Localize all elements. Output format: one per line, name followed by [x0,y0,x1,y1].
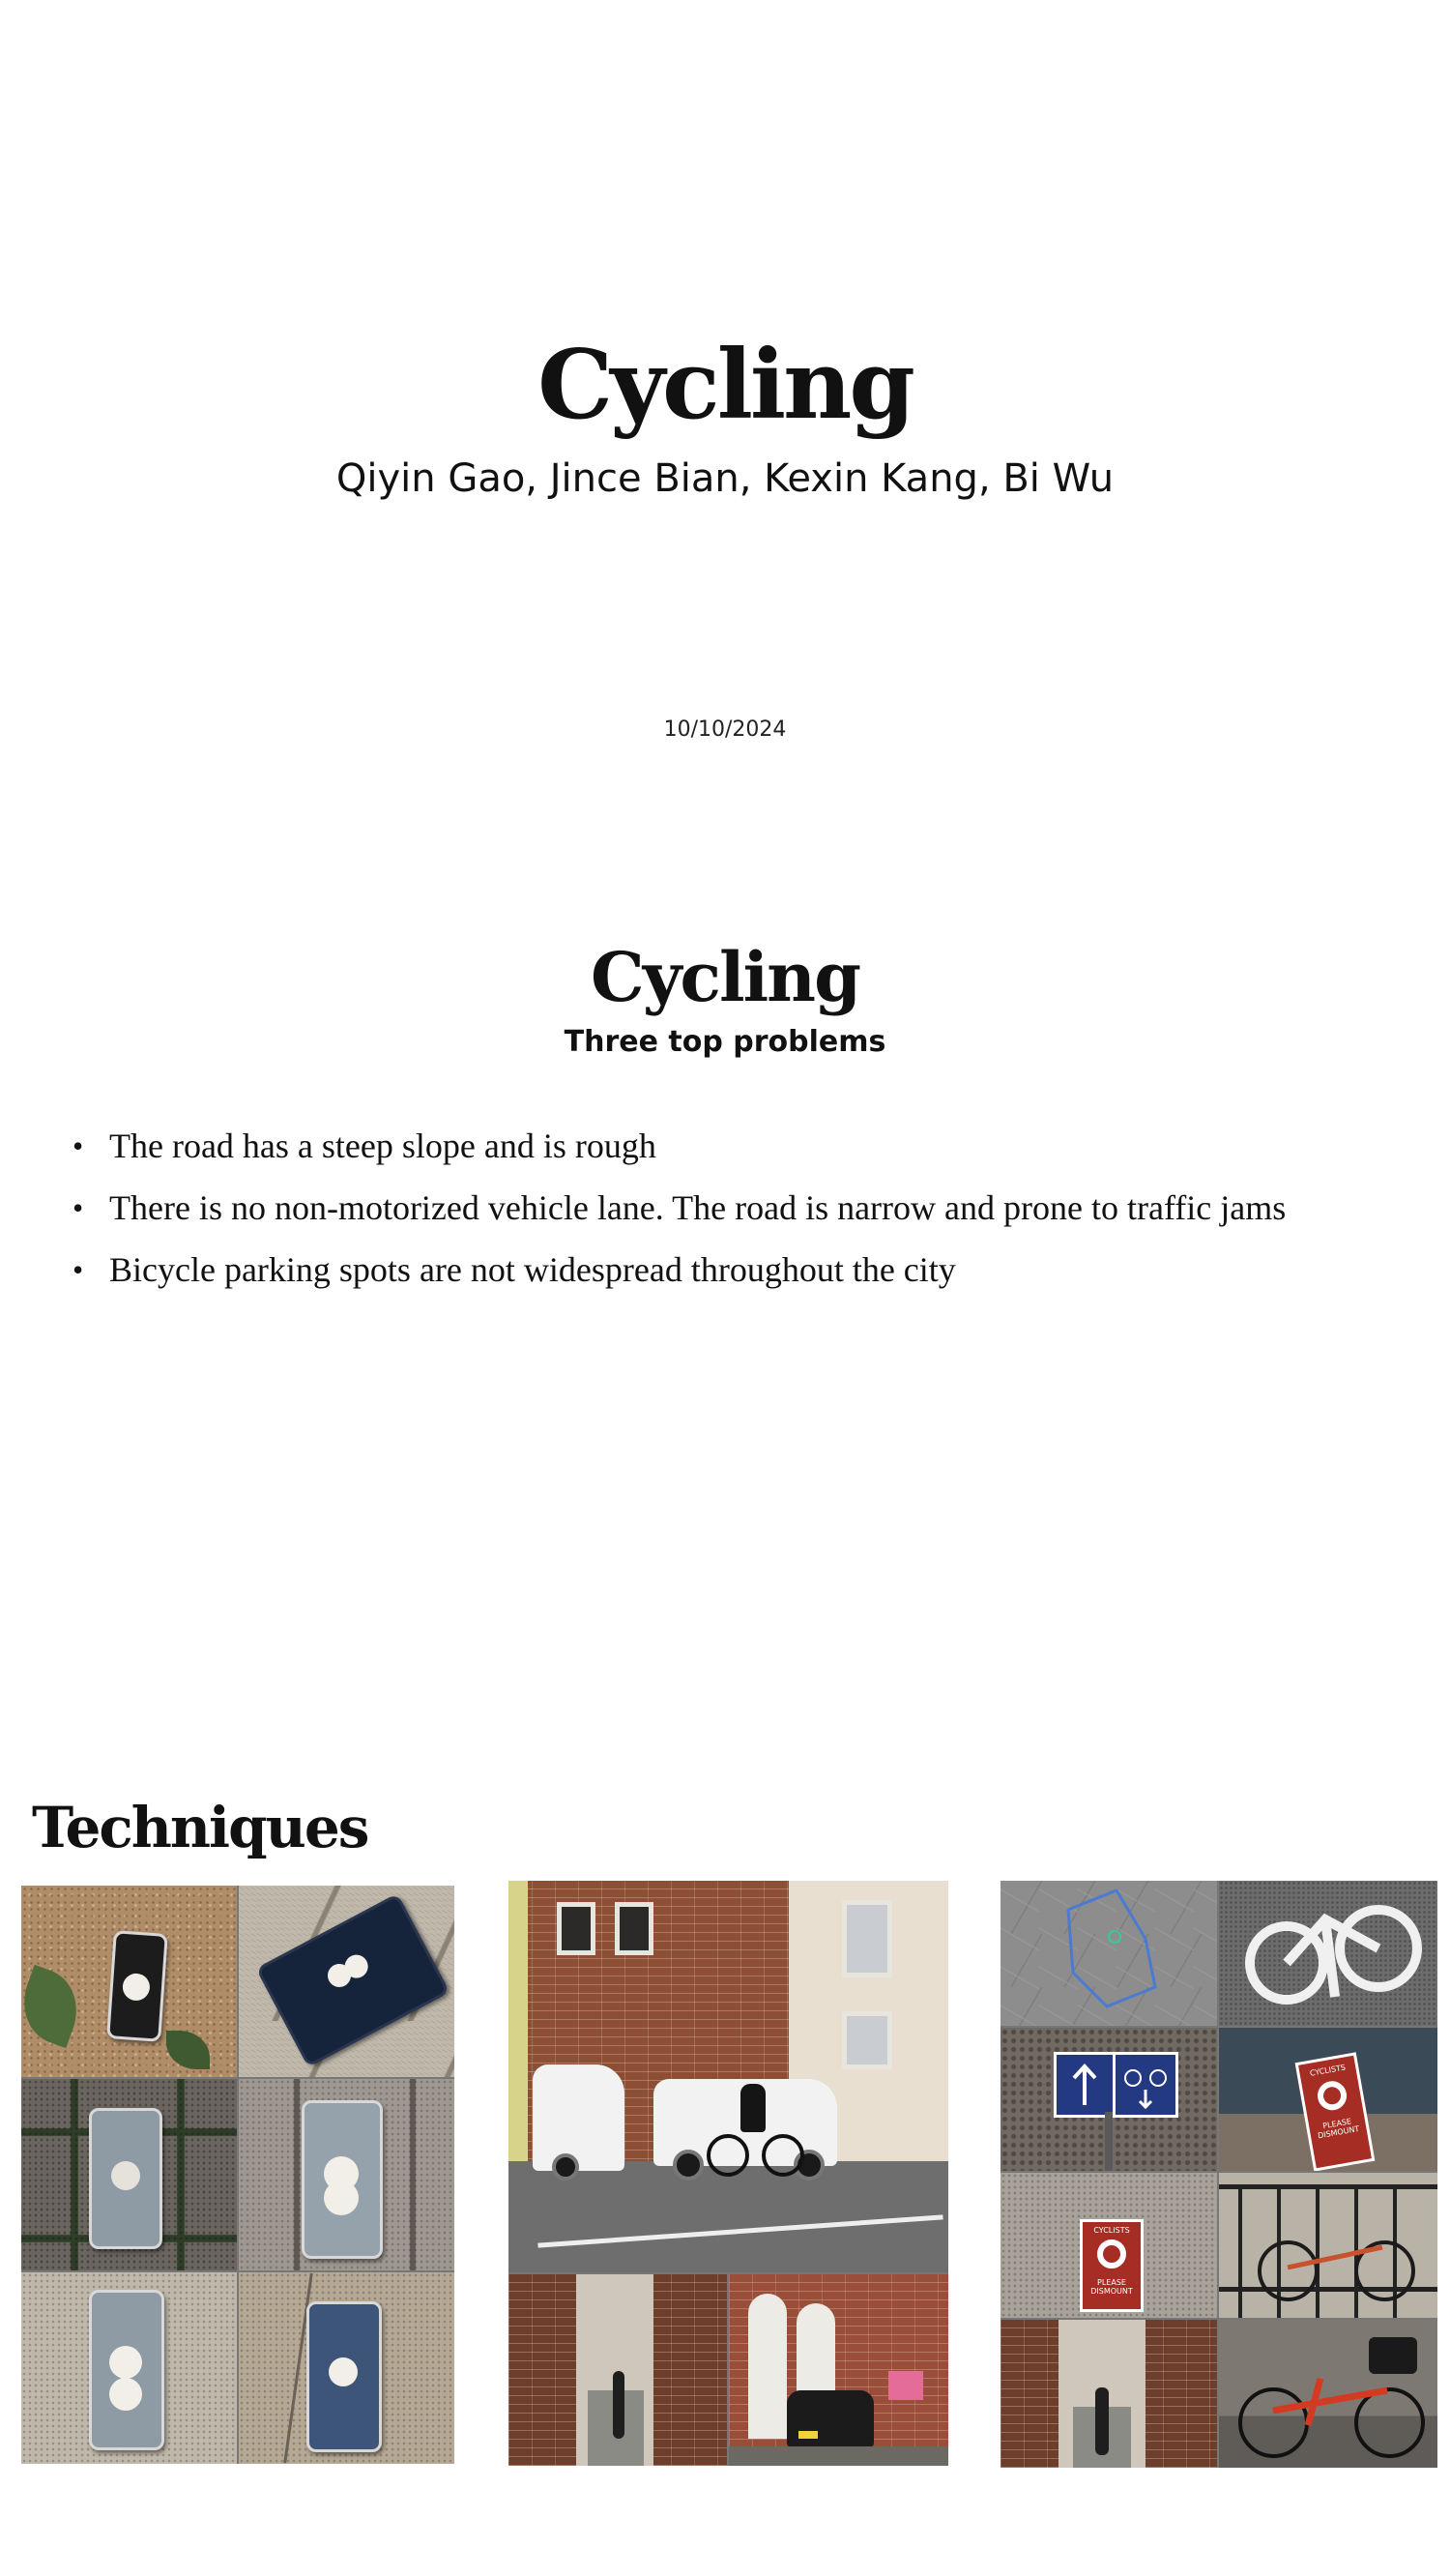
sign-heading: CYCLISTS [1309,2063,1347,2078]
phone-photo [21,2079,237,2270]
phone-photo [239,1886,454,2077]
alley-photo [1000,2320,1217,2468]
problem-text: Bicycle parking spots are not widespread throughout the city [109,1250,956,1289]
street-scene-collage [508,1881,948,2466]
bullet-icon: • [72,1190,84,1225]
problem-item [72,1124,1348,1169]
techniques-slide [0,1702,1450,2576]
no-cycling-icon [1097,2239,1126,2269]
narrow-street-photo [729,2274,948,2466]
problem-item [72,1247,1348,1293]
slide-title: Techniques [32,1795,368,1860]
sign-heading: CYCLISTS [1093,2226,1130,2235]
problem-item [72,1186,1348,1231]
bullet-icon: • [72,1128,84,1163]
cyclist-street-photo [508,1881,948,2272]
slide-title: Cycling [537,330,913,441]
slide-title: Cycling [590,937,860,1017]
no-cycling-icon [1316,2079,1349,2113]
sign-instruction: PLEASE DISMOUNT [1317,2117,1360,2141]
bike-lane-marking-photo [1219,1881,1437,2026]
problem-text: The road has a steep slope and is rough [109,1127,656,1165]
title-slide [0,0,1450,851]
cyclists-dismount-sign [1080,2219,1144,2312]
route-map-icon [1000,1881,1217,2026]
signs-bikes-collage [1000,1881,1437,2468]
ahead-arrow-sign [1054,2052,1116,2118]
bicycle-marking-icon [1219,1881,1437,2026]
presentation-date: 10/10/2024 [663,717,787,742]
problems-slide [0,851,1450,1702]
authors-line: Qiyin Gao, Jince Bian, Kexin Kang, Bi Wu [335,456,1115,501]
phone-photo [21,1886,237,2077]
map-photo [1000,1881,1217,2026]
sign-instruction: PLEASE DISMOUNT [1090,2278,1133,2296]
bicycle-lane-sign [1113,2052,1178,2118]
dismount-sign-photo-1 [1219,2028,1437,2171]
phone-photo [239,2079,454,2270]
alley-photo [508,2274,727,2466]
bike-at-railing-photo [1219,2173,1437,2318]
slide-subtitle: Three top problems [564,1025,886,1059]
bullet-icon: • [72,1252,84,1287]
phone-photo [239,2272,454,2464]
problem-text: There is no non-motorized vehicle lane. The road is narrow and prone to traffic jams [109,1188,1287,1227]
problem-list [72,1124,1348,1309]
phone-photo [21,2272,237,2464]
dismount-sign-photo-2 [1000,2173,1217,2318]
directional-sign-photo [1000,2028,1217,2171]
red-bike-photo [1219,2320,1437,2468]
phone-paving-collage [21,1886,454,2464]
